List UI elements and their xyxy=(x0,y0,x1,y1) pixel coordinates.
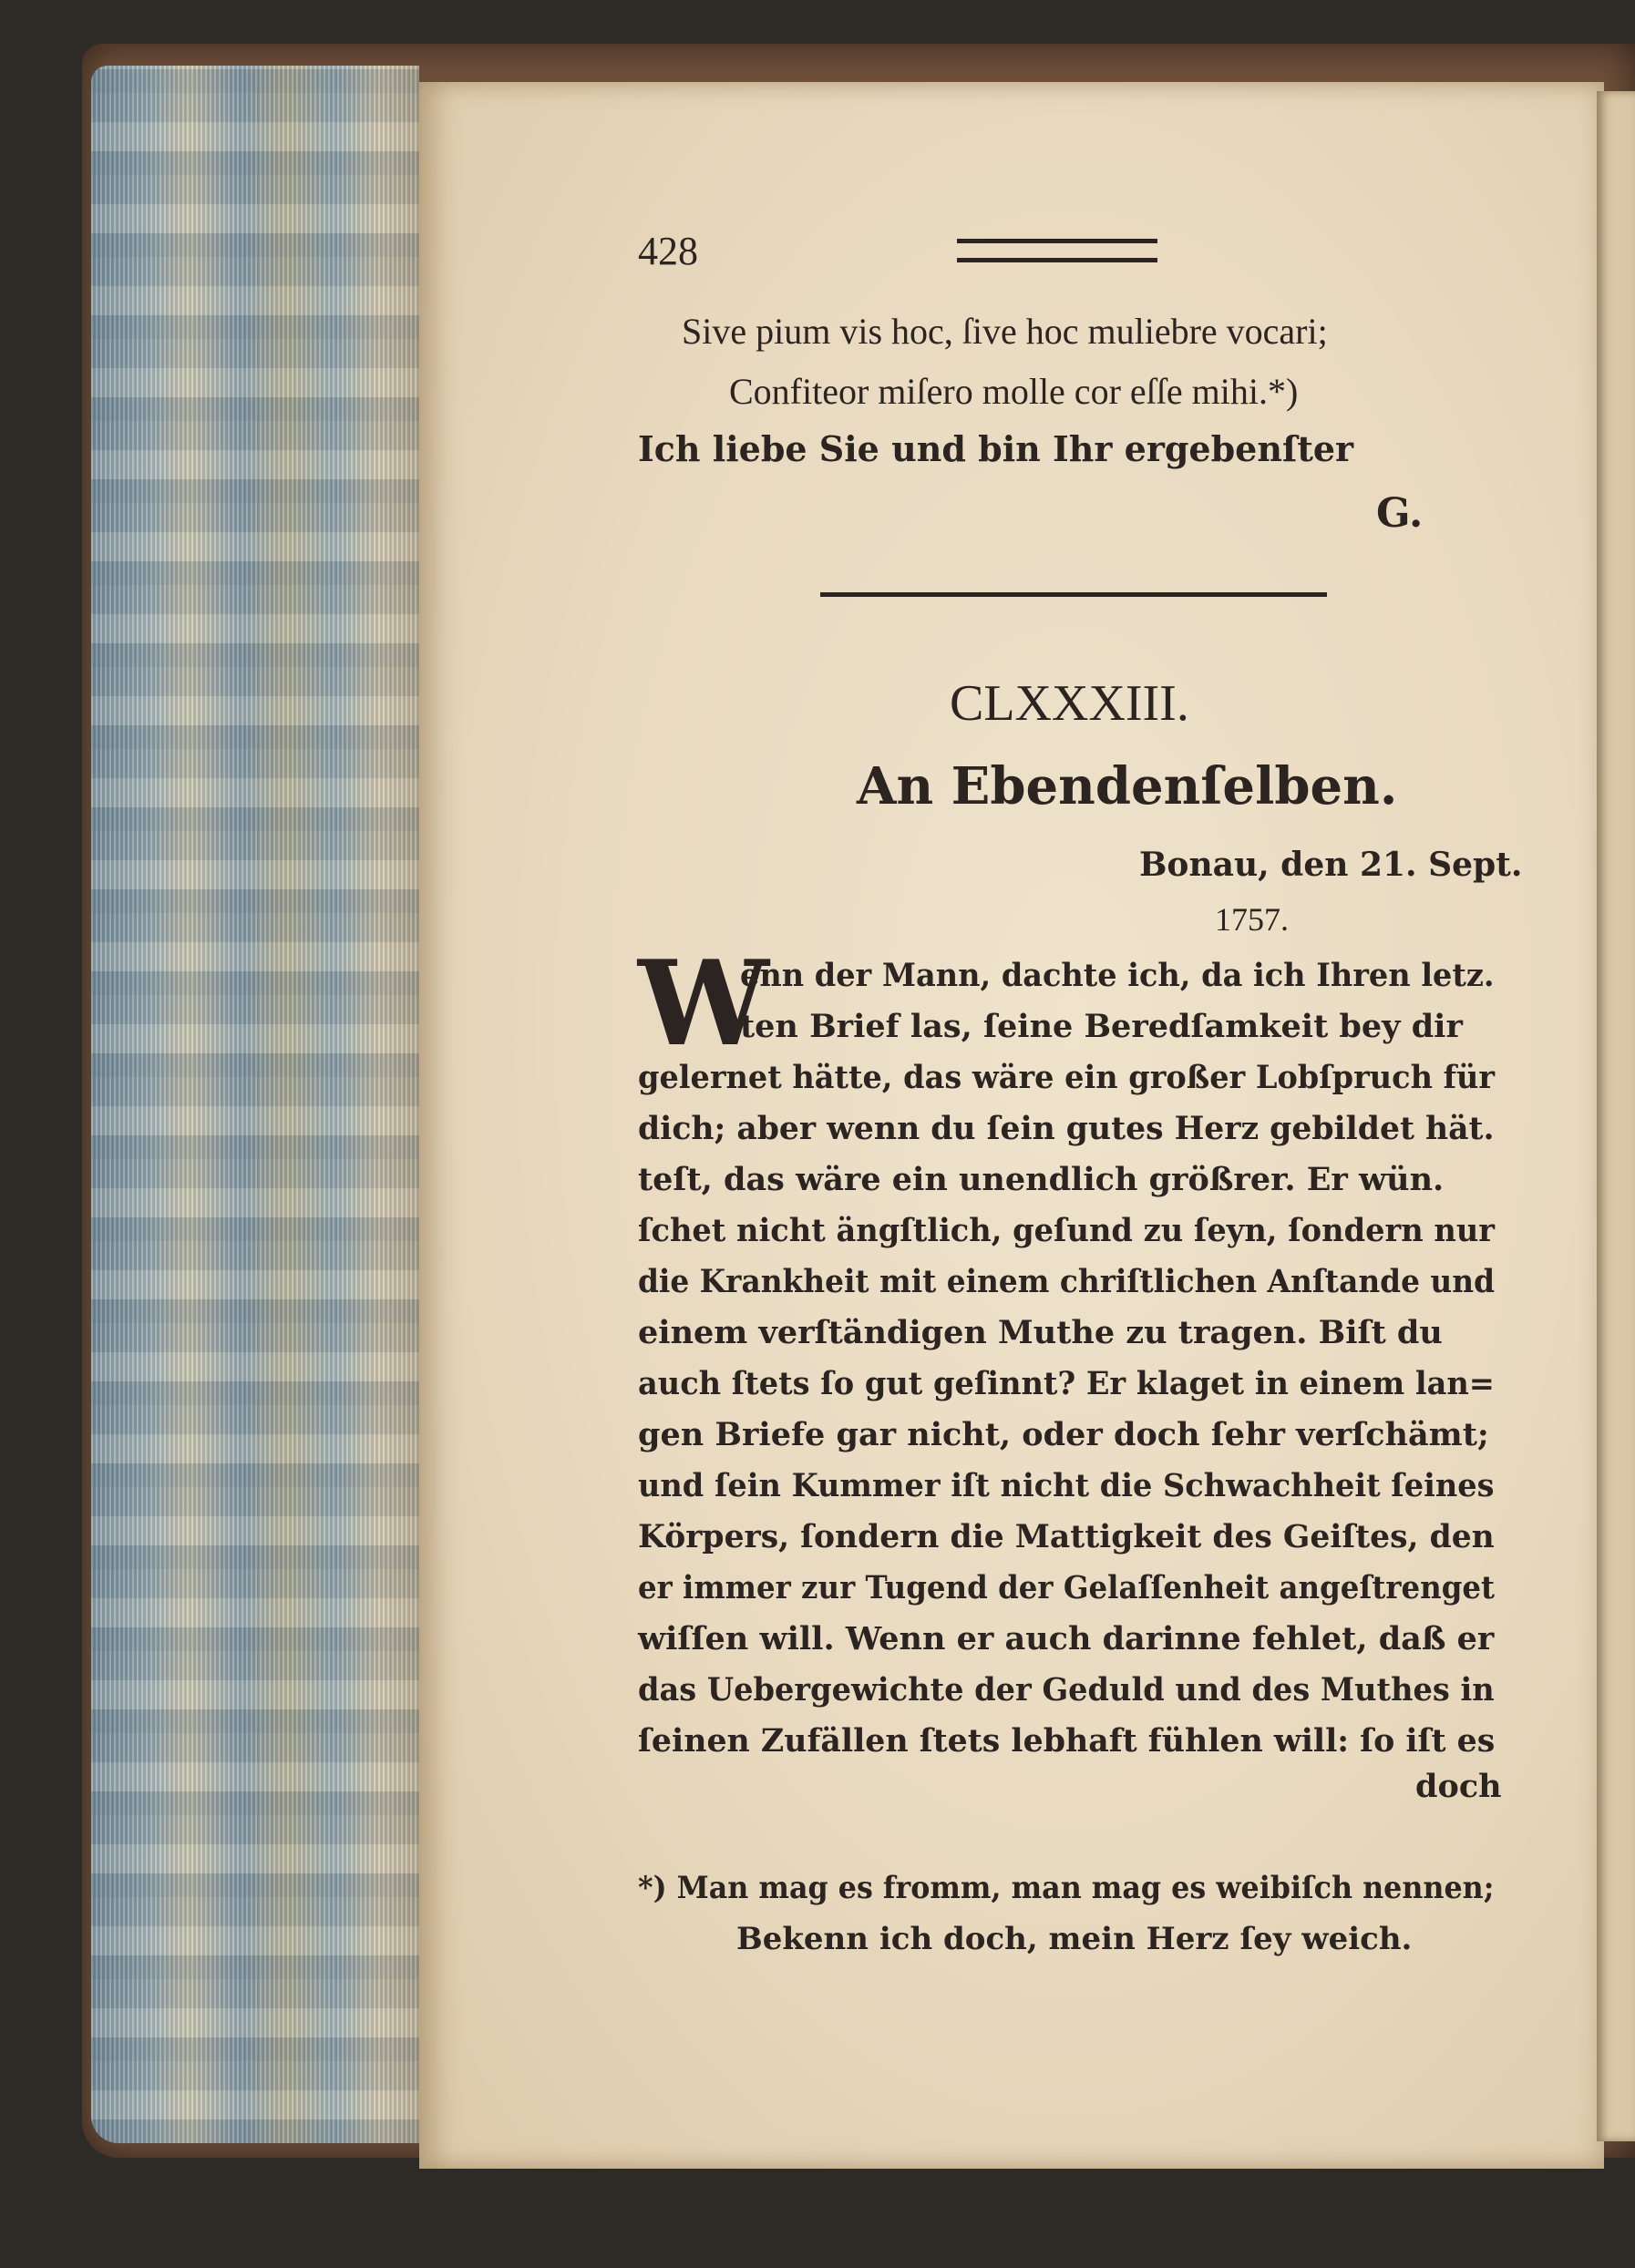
footnote-line: Bekenn ich doch, mein Herz ſey weich. xyxy=(736,1921,1413,1957)
body-line: wiſſen will. Wenn er auch darinne fehlet, daß er xyxy=(638,1620,1495,1657)
body-line: ſchet nicht ängſtlich, geſund zu ſeyn, ſondern nur xyxy=(638,1212,1496,1249)
body-line: gen Briefe gar nicht, oder doch ſehr verſchämt; xyxy=(638,1416,1489,1453)
signature: G. xyxy=(1376,490,1424,537)
page-number: 428 xyxy=(638,229,698,273)
footnote-line: *) Man mag es fromm, man mag es weibiſch nennen; xyxy=(638,1870,1495,1906)
letter-heading: An Ebendenſelben. xyxy=(857,756,1398,816)
letter-number: CLXXXIII. xyxy=(950,675,1189,732)
body-line: ten Brief las, ſeine Beredſamkeit bey dir xyxy=(740,1008,1463,1045)
body-line: einem verſtändigen Muthe zu tragen. Biſt du xyxy=(638,1314,1443,1351)
body-line: dich; aber wenn du ſein gutes Herz gebildet hät. xyxy=(638,1110,1495,1147)
body-line: teſt, das wäre ein unendlich größrer. Er wün. xyxy=(638,1161,1445,1198)
body-line: die Krankheit mit einem chriſtlichen Anſtande und xyxy=(638,1263,1496,1300)
body-line: das Uebergewichte der Geduld und des Muthes in xyxy=(638,1671,1495,1709)
catchword: doch xyxy=(1415,1768,1502,1805)
drop-cap: W xyxy=(638,936,769,1072)
body-line: enn der Mann, dachte ich, da ich Ihren letz. xyxy=(740,957,1495,994)
body-line: gelernet hätte, das wäre ein großer Lobſpruch für xyxy=(638,1059,1496,1096)
place-date: Bonau, den 21. Sept. xyxy=(1139,846,1523,884)
body-line: ſeinen Zufällen ſtets lebhaft fühlen will: ſo iſt es xyxy=(638,1722,1496,1760)
body-line: auch ſtets ſo gut geſinnt? Er klaget in einem lan= xyxy=(638,1365,1495,1402)
latin-verse-line: Sive pium vis hoc, ſive hoc muliebre vocari; xyxy=(682,311,1328,352)
facing-page-edge xyxy=(1597,91,1635,2141)
letter-year: 1757. xyxy=(1215,901,1289,938)
header-double-rule xyxy=(957,239,1157,262)
body-line: er immer zur Tugend der Gelaſſenheit angeſtrenget xyxy=(638,1569,1496,1606)
latin-verse-line: Confiteor miſero molle cor eſſe mihi.*) xyxy=(729,371,1299,412)
section-divider xyxy=(820,592,1327,597)
letter-closing: Ich liebe Sie und bin Ihr ergebenſter xyxy=(638,428,1354,469)
body-line: Körpers, ſondern die Mattigkeit des Geiſtes, den xyxy=(638,1518,1495,1555)
body-line: und ſein Kummer iſt nicht die Schwachheit ſeines xyxy=(638,1467,1495,1504)
marbled-fore-edge xyxy=(91,66,419,2143)
